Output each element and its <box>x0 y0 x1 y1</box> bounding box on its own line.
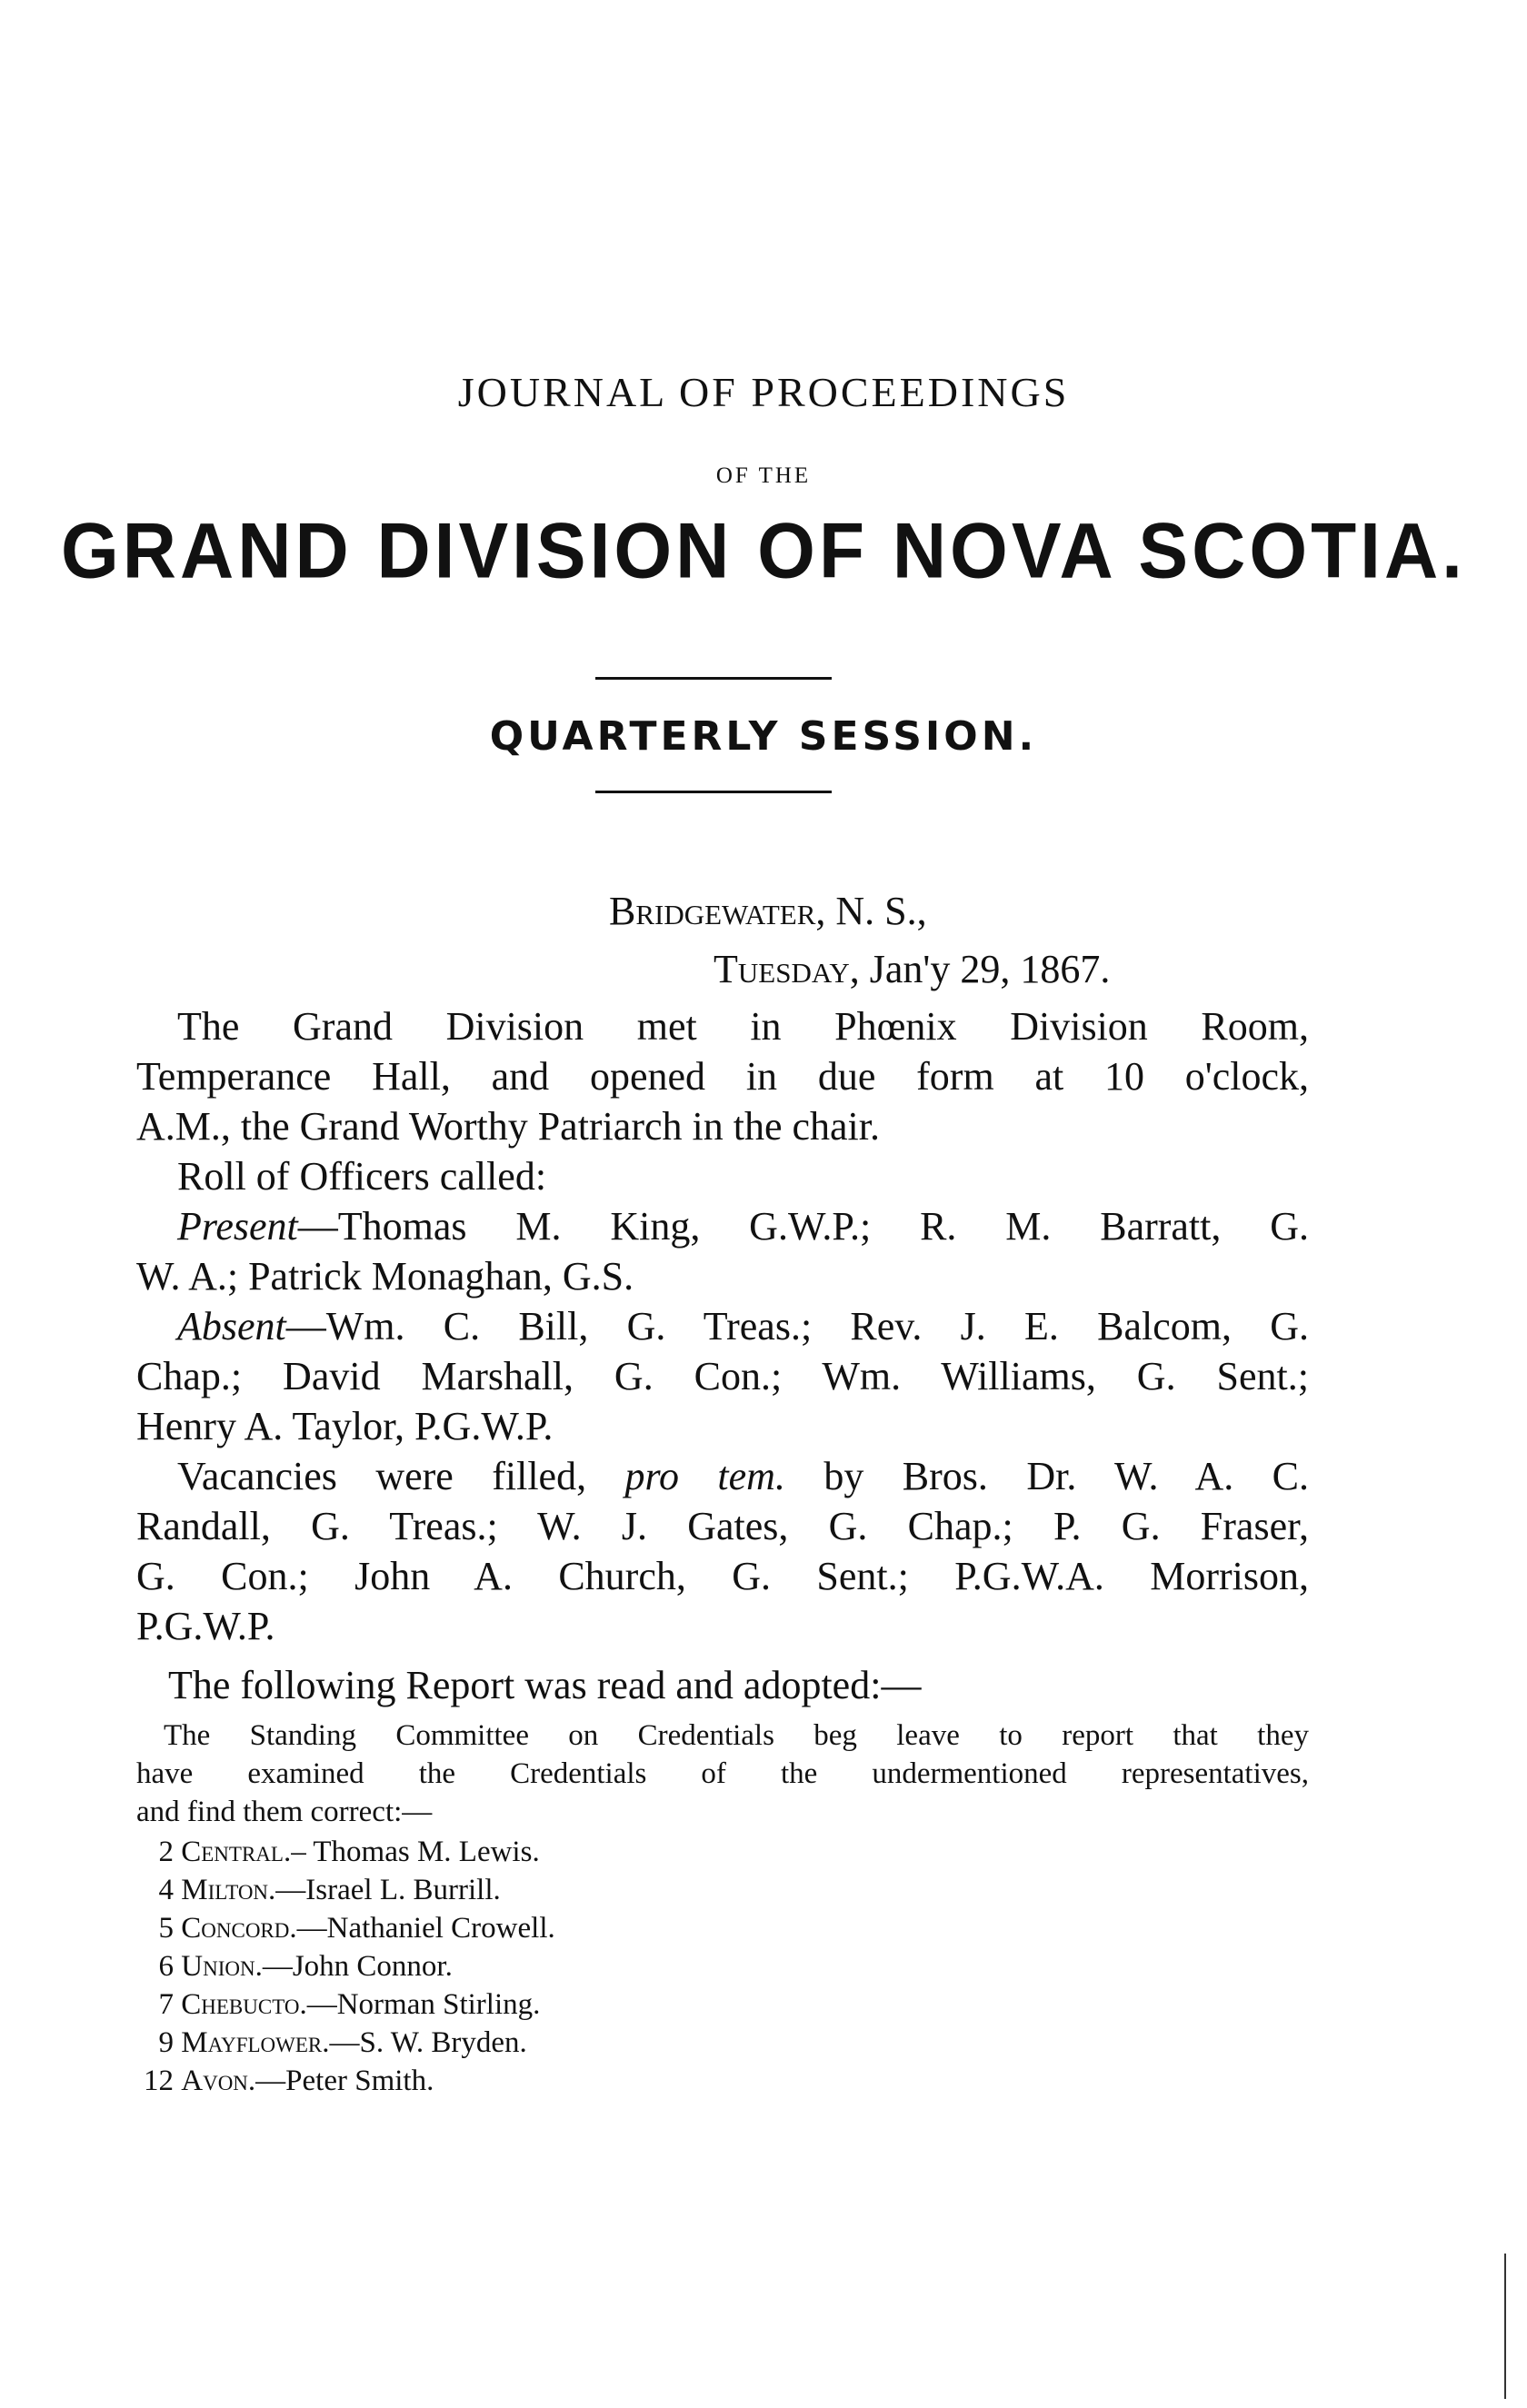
credential-row: 7 Chebucto.—Norman Stirling. <box>158 1988 541 2021</box>
of-the-text: OF THE <box>715 463 812 488</box>
credential-row: 9 Mayflower.—S. W. Bryden. <box>158 2026 527 2059</box>
absent-line-3: Henry A. Taylor, P.G.W.P. <box>136 1404 554 1448</box>
credential-row: 5 Concord.—Nathaniel Crowell. <box>158 1912 555 1945</box>
report-intro: The following Report was read and adopted:— <box>168 1663 922 1707</box>
present-line-2: W. A.; Patrick Monaghan, G.S. <box>136 1254 634 1299</box>
dateline-date: Tuesday, Jan'y 29, 1867. <box>714 947 1111 991</box>
report-line-1: The Standing Committee on Credentials beg leave to report that they <box>164 1719 1309 1752</box>
vacancies-line-2: Randall, G. Treas.; W. J. Gates, G. Chap.; P. G. Fraser, <box>136 1504 1309 1548</box>
bottom-rule <box>595 791 832 793</box>
credential-row: 6 Union.—John Connor. <box>158 1950 453 1983</box>
top-rule <box>595 677 832 680</box>
absent-line-1: Absent—Wm. C. Bill, G. Treas.; Rev. J. E. Balcom, G. <box>177 1304 1309 1348</box>
credential-row: 4 Milton.—Israel L. Burrill. <box>158 1874 501 1906</box>
absent-line-2: Chap.; David Marshall, G. Con.; Wm. Williams, G. Sent.; <box>136 1354 1309 1398</box>
report-line-3: and find them correct:— <box>136 1796 433 1828</box>
scan-edge-mark <box>1504 2254 1506 2399</box>
roll-called: Roll of Officers called: <box>177 1154 547 1199</box>
session-heading: QUARTERLY SESSION. <box>489 713 1038 760</box>
p1-line-1: The Grand Division met in Phœnix Division Room, <box>177 1004 1309 1049</box>
credential-row: 2 Central.– Thomas M. Lewis. <box>158 1836 540 1868</box>
report-line-2: have examined the Credentials of the undermentioned representatives, <box>136 1757 1309 1790</box>
credential-row: 12 Avon.—Peter Smith. <box>144 2065 434 2097</box>
p1-line-2: Temperance Hall, and opened in due form at 10 o'clock, <box>136 1054 1309 1099</box>
journal-title: JOURNAL OF PROCEEDINGS <box>457 369 1070 415</box>
vacancies-line-1: Vacancies were filled, pro tem. by Bros. Dr. W. A. C. <box>177 1454 1309 1498</box>
present-line-1: Present—Thomas M. King, G.W.P.; R. M. Barratt, G. <box>177 1204 1309 1249</box>
dateline-place: Bridgewater, N. S., <box>609 889 927 933</box>
vacancies-line-3: G. Con.; John A. Church, G. Sent.; P.G.W.A. Morrison, <box>136 1554 1309 1598</box>
vacancies-line-4: P.G.W.P. <box>136 1604 275 1648</box>
p1-line-3: A.M., the Grand Worthy Patriarch in the chair. <box>136 1104 880 1149</box>
grand-division-title: GRAND DIVISION OF NOVA SCOTIA. <box>61 507 1466 595</box>
